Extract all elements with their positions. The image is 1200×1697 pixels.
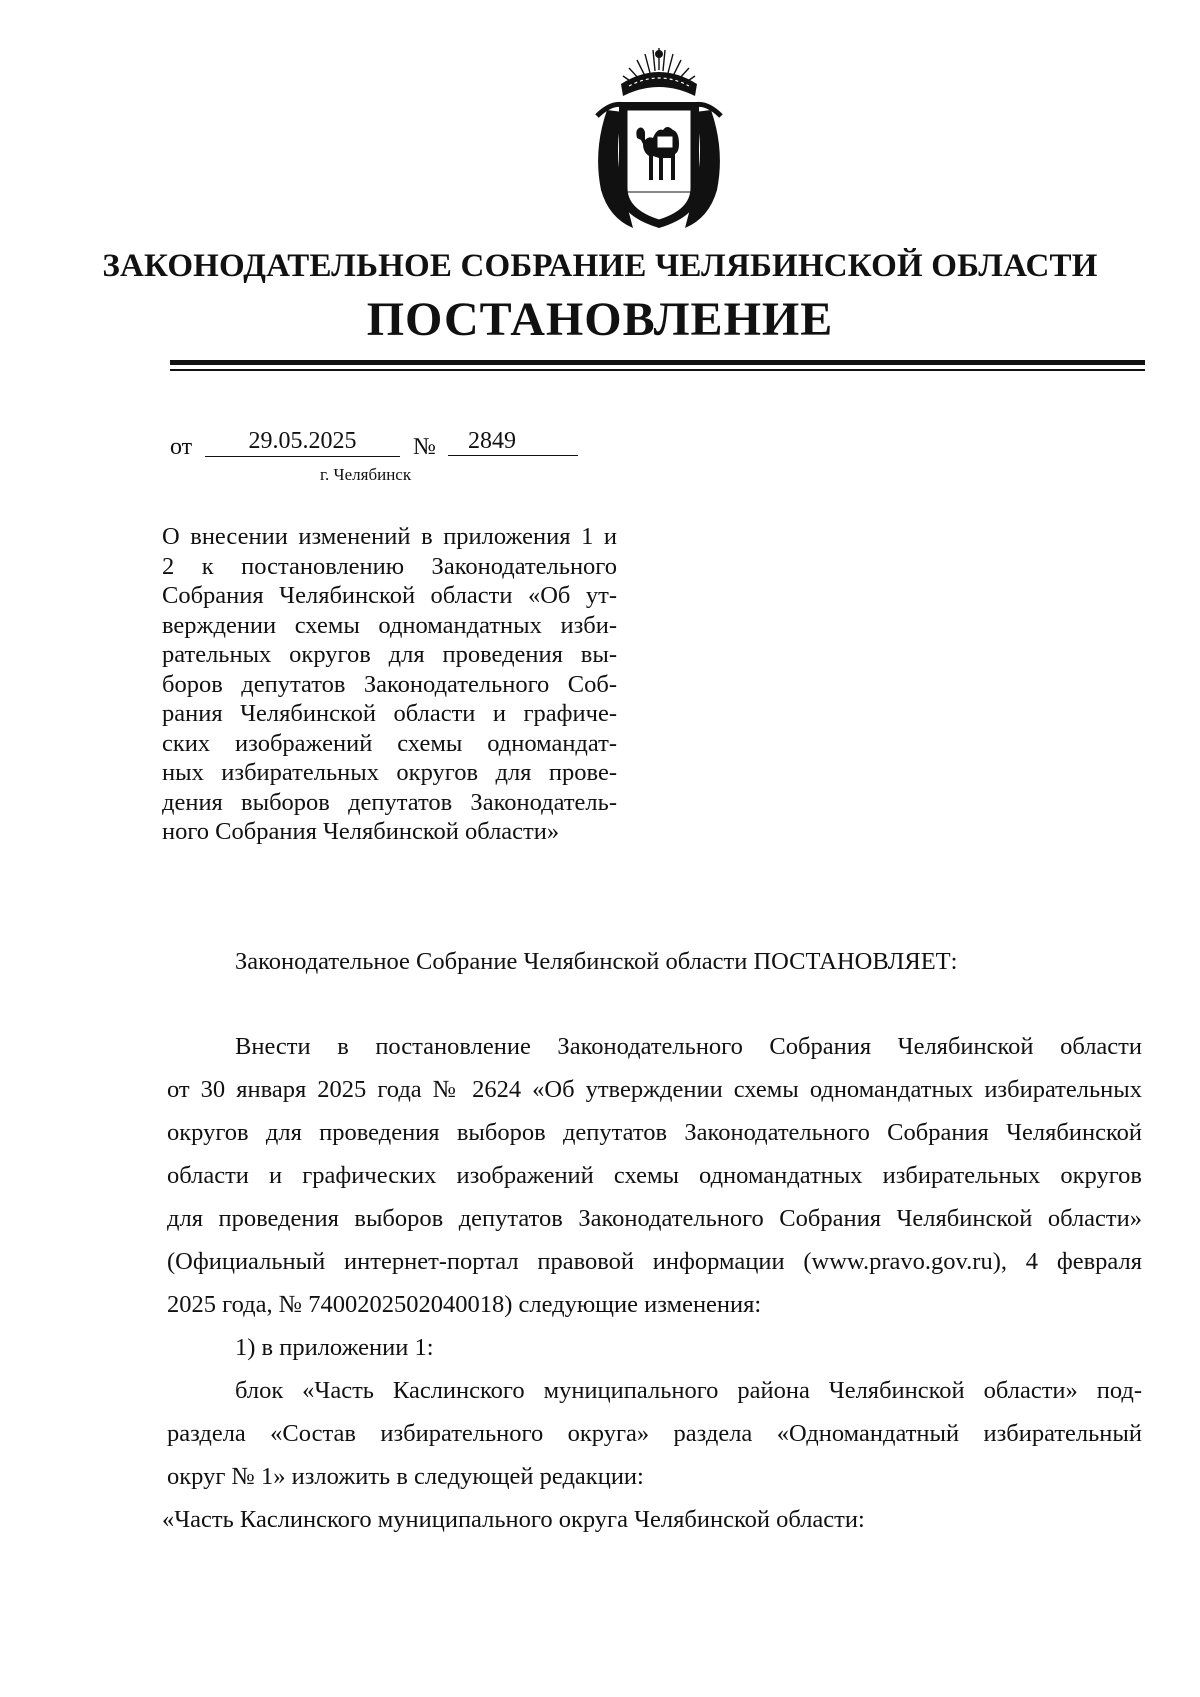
number-label: № [413,434,436,460]
subject-line: верждении схемы одномандатных изби- [162,611,617,639]
document-subject [162,522,617,847]
body-line: для проведения выборов депутатов Законодательного Собрания Челябинской области» [167,1205,1142,1232]
document-number: 2849 [448,428,578,456]
coat-of-arms-icon [583,40,735,240]
subject-line: рательных округов для проведения вы- [162,641,617,668]
city-label: г. Челябинск [320,465,412,484]
body-line: 2025 года, № 7400202502040018) следующие изменения: [167,1291,762,1318]
document-date: 29.05.2025 [205,428,400,457]
header-rule-thick [170,360,1145,365]
subject-line: ного Собрания Челябинской области» [162,818,560,845]
body-line: области и графических изображений схемы одномандатных избирательных округов [167,1162,1142,1189]
body-line: округ № 1» изложить в следующей редакции: [167,1463,644,1490]
body-line: округов для проведения выборов депутатов Законодательного Собрания Челябинской [167,1119,1142,1146]
body-line: «Часть Каслинского муниципального округа Челябинской области: [162,1506,865,1533]
subject-line: дения выборов депутатов Законодатель- [162,788,617,816]
body-line: 1) в приложении 1: [235,1334,434,1361]
subject-line: Собрания Челябинской области «Об ут- [162,582,617,609]
organization-title: ЗАКОНОДАТЕЛЬНОЕ СОБРАНИЕ ЧЕЛЯБИНСКОЙ ОБЛАСТИ [102,248,1098,284]
body-line: блок «Часть Каслинского муниципального района Челябинской области» под- [235,1377,1142,1404]
body-line: (Официальный интернет-портал правовой информации (www.pravo.gov.ru), 4 февраля [167,1248,1142,1275]
header-rule-thin [170,369,1145,371]
document-type-title: ПОСТАНОВЛЕНИЕ [366,293,834,346]
body-line: раздела «Состав избирательного округа» раздела «Одномандатный избирательный [167,1420,1142,1447]
subject-line: ных избирательных округов для прове- [162,759,617,786]
subject-line: О внесении изменений в приложения 1 и [162,523,617,550]
subject-line: 2 к постановлению Законодательного [162,552,617,580]
body-line: Внести в постановление Законодательного Собрания Челябинской области [235,1033,1142,1060]
from-label: от [170,434,193,460]
subject-line: рания Челябинской области и графиче- [162,700,617,727]
subject-line: ских изображений схемы одномандат- [162,729,617,757]
decree-statement: Законодательное Собрание Челябинской области ПОСТАНОВЛЯЕТ: [235,948,958,975]
body-line: от 30 января 2025 года № 2624 «Об утверждении схемы одномандатных избирательных [167,1076,1142,1103]
subject-line: боров депутатов Законодательного Соб- [162,670,617,698]
